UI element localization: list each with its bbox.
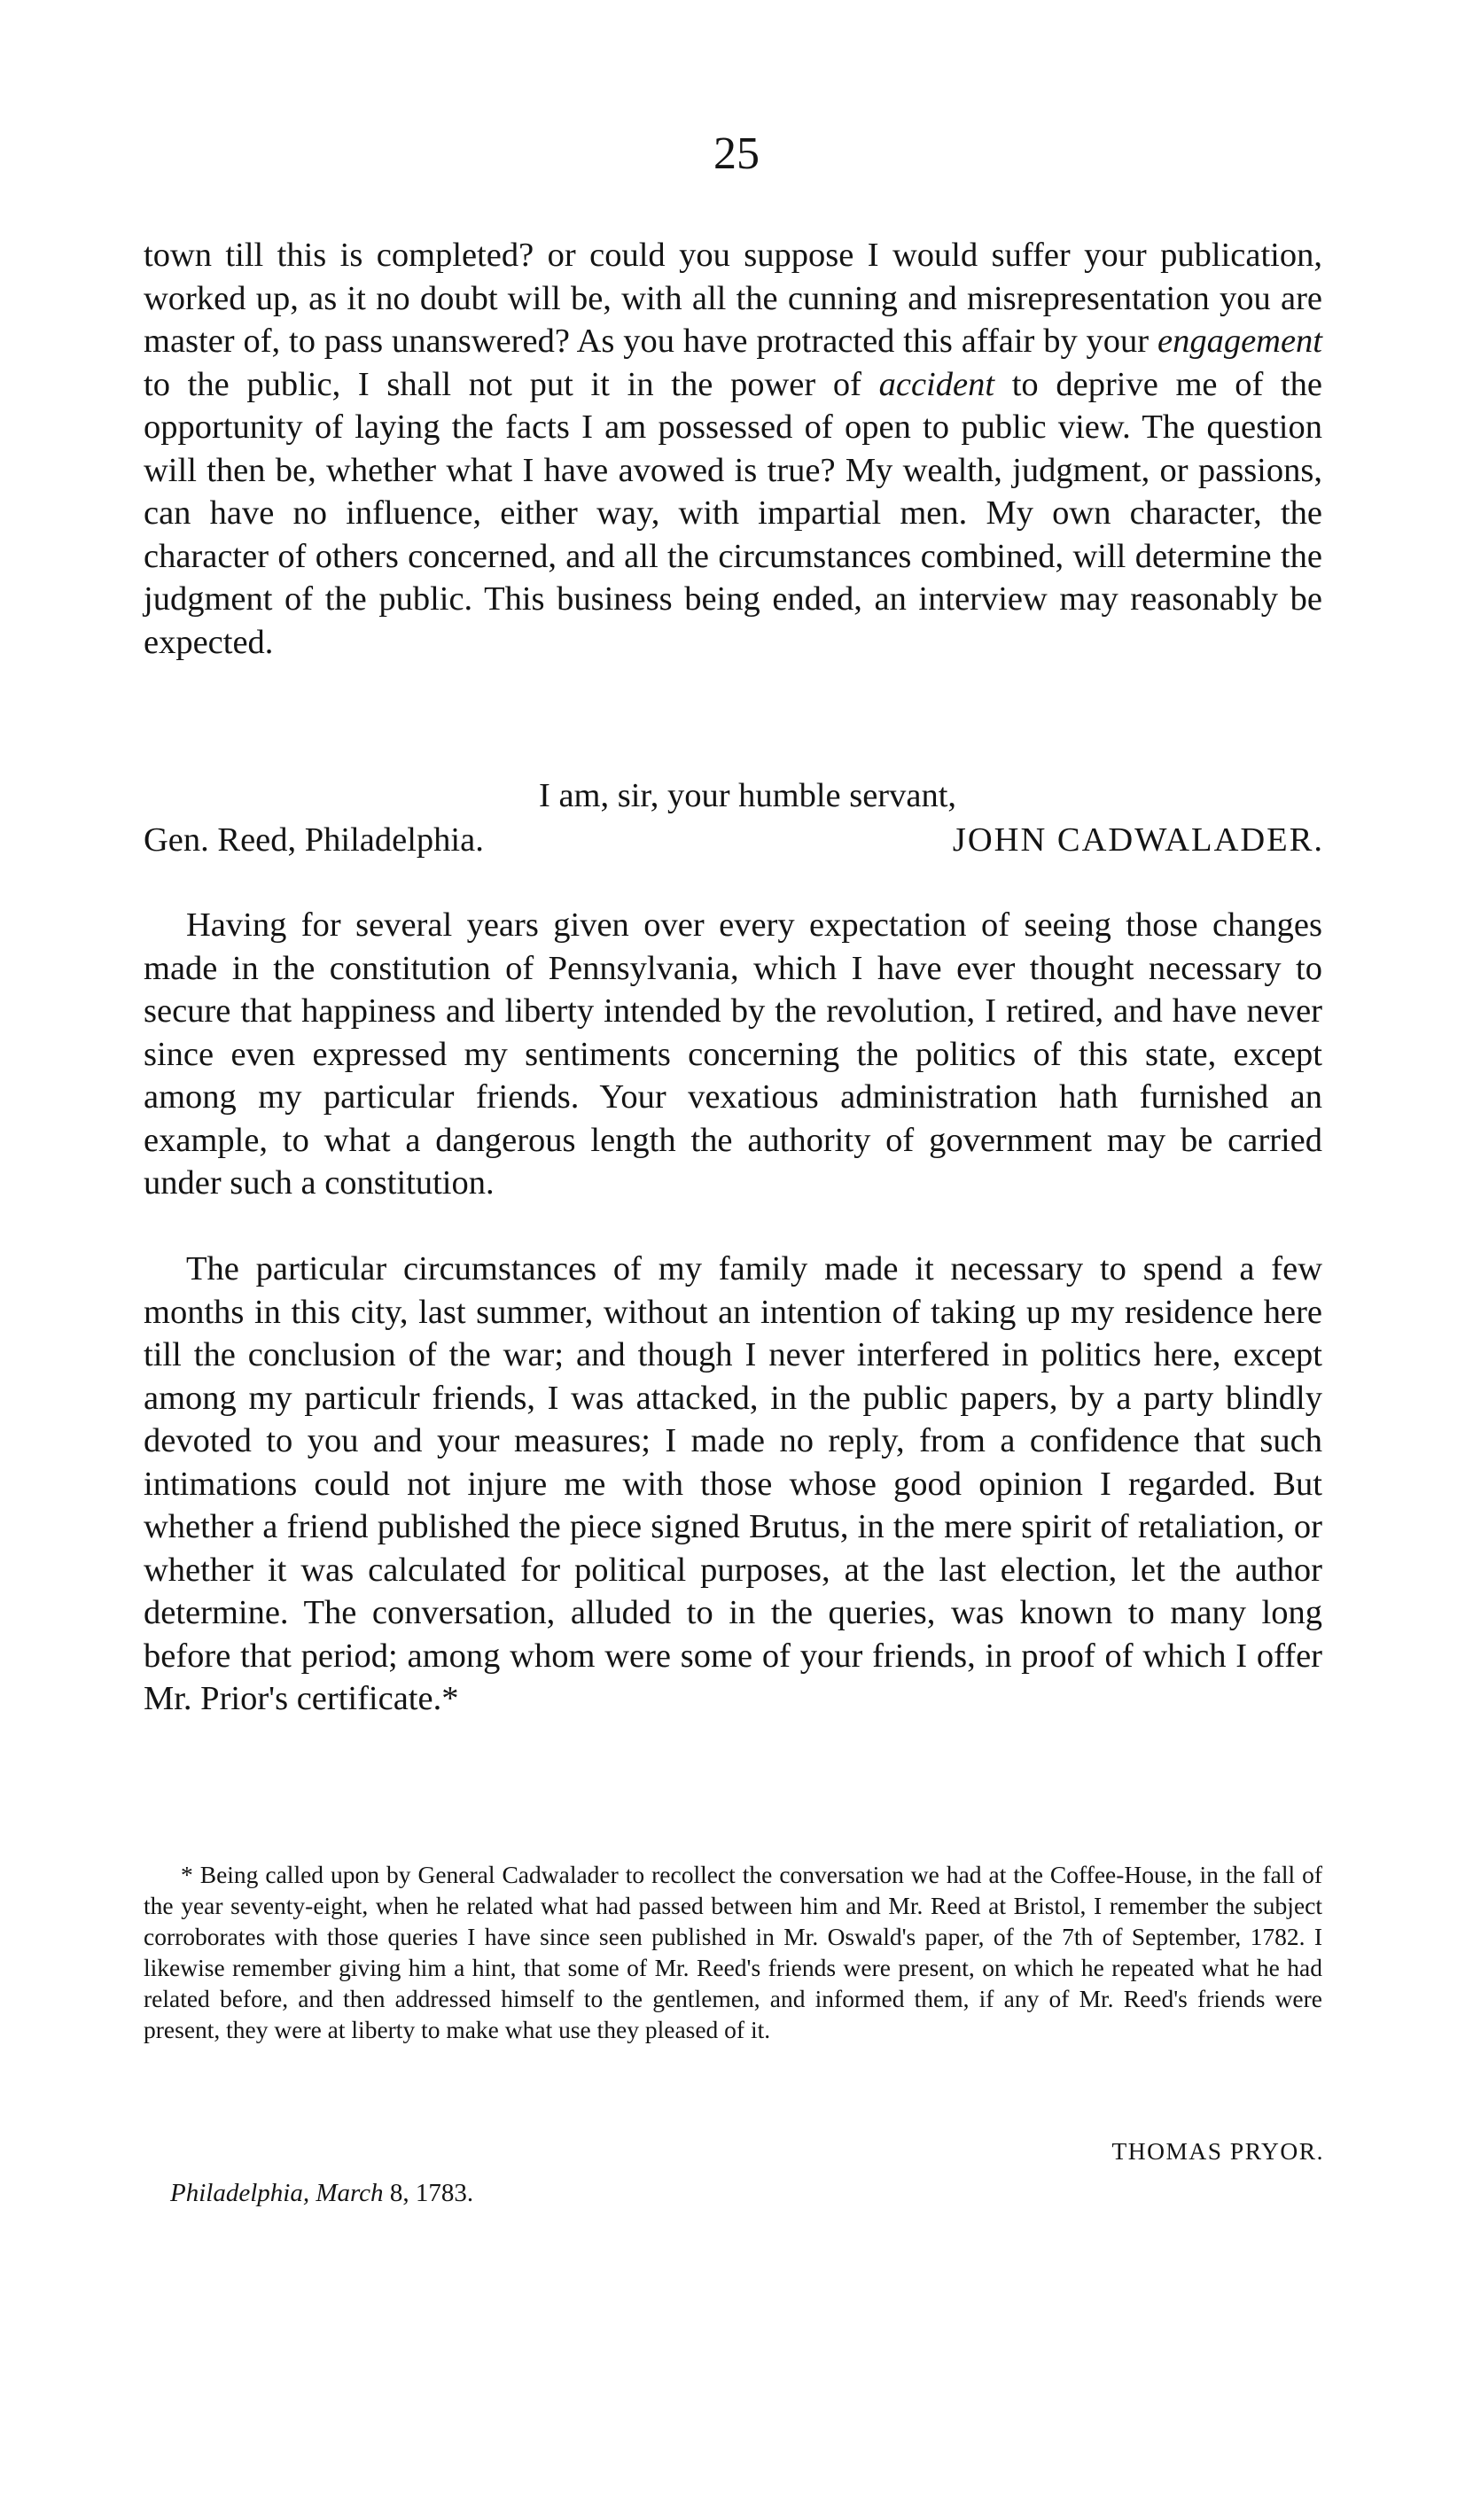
page-number: 25	[713, 128, 760, 179]
body-paragraph-3: The particular circumstances of my family made it necessary to spend a few months in this city, last summer, without an intention of taking up my residence here till the conclusion of the war; and though I never interfered in politics here, except among my particulr friends, I was attacked, in the public papers, by a party blindly devoted to you and your measures; I made no reply, from a confidence that such intimations could not injure me with those whose good opinion I regarded. But whether a friend published the piece signed Brutus, in the mere spirit of retaliation, or whether it was calculated for political purposes, at the last election, let the author determine. The conversation, alluded to in the queries, was known to many long before that period; among whom were some of your friends, in proof of which I offer Mr. Prior's certificate.*	[144, 1250, 1322, 1717]
letter-addressee: Gen. Reed, Philadelphia.	[144, 821, 484, 859]
emphasis-engagement: engagement	[1157, 323, 1322, 360]
footnote-dateline	[170, 2178, 473, 2209]
footnote: * Being called upon by General Cadwalader to recollect the conversation we had at the Coffee-House, in the fall of the year seventy-eight, when he related what had passed between him and Mr. Reed at Bristol, I remember the subject corroborates with those queries I have since seen published in Mr. Oswald's paper, of the 7th of September, 1782. I likewise remember giving him a hint, that some of Mr. Reed's friends were present, on which he repeated what he had related before, and then addressed himself to the gentlemen, and informed them, if any of Mr. Reed's friends were present, they were at liberty to make what use they pleased of it.	[144, 1861, 1322, 2043]
footnote-date: 8, 1783.	[389, 2179, 474, 2207]
footnote-place: Philadelphia, March	[170, 2179, 384, 2207]
letter-signature: JOHN CADWALADER.	[952, 821, 1324, 859]
emphasis-accident: accident	[878, 365, 995, 403]
footnote-signature: THOMAS PRYOR.	[1111, 2137, 1324, 2165]
body-paragraph-2: Having for several years given over every expectation of seeing those changes made in the constitution of Pennsylvania, which I have ever thought necessary to secure that happiness and liberty intended by the revolution, I retired, and have never since even expressed my sentiments concerning the politics of this state, except among my particular friends. Your vexatious administration hath furnished an example, to what a dangerous length the authority of government may be carried under such a constitution.	[144, 906, 1322, 1202]
letter-paragraph-1	[144, 234, 1322, 664]
paragraph-1-text-c: to deprive me of the opportunity of laying the facts I am possessed of open to public view. The question will then be, whether what I have avowed is true? My wealth, judgment, or passions, can have no influence, either way, with impartial men. My own character, the character of others concerned, and all the circumstances combined, will determine the judgment of the public. This business being ended, an interview may reasonably be expected.	[144, 365, 1322, 661]
letter-closing: I am, sir, your humble servant,	[539, 777, 957, 814]
paragraph-1-text-b: to the public, I shall not put it in the power of	[144, 365, 879, 403]
paragraph-1-text-a: town till this is completed? or could you suppose I would suffer your publication, worked up, as it no doubt will be, with all the cunning and misrepresentation you are master of, to pass unanswered? As you have protracted this affair by your	[144, 237, 1322, 360]
